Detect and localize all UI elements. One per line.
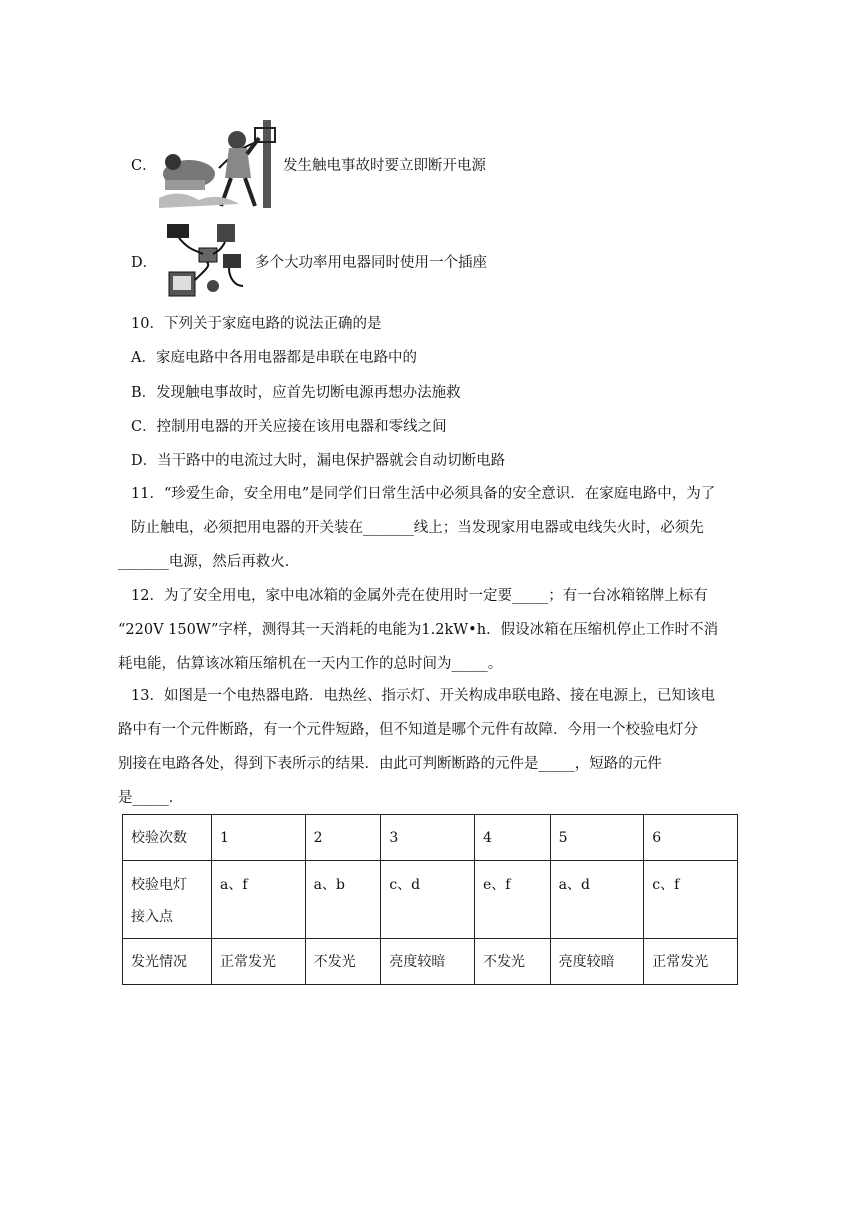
table-cell: 正常发光 [644, 939, 738, 985]
table-cell: 不发光 [474, 939, 550, 985]
table-cell: a、b [305, 861, 381, 939]
results-table [122, 814, 738, 985]
q10-option-d: D．当干路中的电流过大时，漏电保护器就会自动切断电路 [131, 453, 506, 469]
table-cell: 不发光 [305, 939, 381, 985]
q10-stem: 10．下列关于家庭电路的说法正确的是 [131, 316, 382, 332]
table-cell: c、f [644, 861, 738, 939]
table-cell: 2 [305, 815, 381, 861]
table-cell: a、d [550, 861, 644, 939]
table-header-line: 校验电灯 [131, 877, 187, 893]
option-c-row [131, 118, 486, 210]
option-c-text: 发生触电事故时要立即断开电源 [283, 157, 486, 174]
option-c-letter: C． [131, 157, 157, 174]
table-row [123, 815, 738, 861]
q13-line-2: 路中有一个元件断路，有一个元件短路，但不知道是哪个元件有故障．今用一个校验电灯分 [118, 722, 698, 738]
q12-line-3: 耗电能，估算该冰箱压缩机在一天内工作的总时间为_____。 [118, 656, 503, 672]
table-cell: 亮度较暗 [381, 939, 475, 985]
option-d-letter: D． [131, 254, 158, 271]
table-cell: a、f [212, 861, 306, 939]
q10-option-a: A．家庭电路中各用电器都是串联在电路中的 [131, 350, 417, 366]
q11-line-1: 11．“珍爱生命，安全用电”是同学们日常生活中必须具备的安全意识．在家庭电路中，为了 [131, 486, 716, 502]
table-header-cell: 校验次数 [123, 815, 212, 861]
table-header-cell [123, 861, 212, 939]
option-d-row [131, 220, 487, 302]
option-d-text: 多个大功率用电器同时使用一个插座 [255, 254, 487, 271]
q10-option-c: C．控制用电器的开关应接在该用电器和零线之间 [131, 419, 447, 435]
table-cell: 正常发光 [212, 939, 306, 985]
q13-line-1: 13．如图是一个电热器电路．电热丝、指示灯、开关构成串联电路、接在电源上，已知该电 [131, 688, 715, 704]
table-cell: 6 [644, 815, 738, 861]
q11-line-3: _______电源，然后再救火． [118, 554, 300, 570]
overloaded-socket-illustration-icon [159, 220, 255, 302]
table-cell: 4 [474, 815, 550, 861]
table-cell: c、d [381, 861, 475, 939]
table-row [123, 861, 738, 939]
q12-line-2: “220V 150W”字样，测得其一天消耗的电能为1.2kW•h．假设冰箱在压缩机停止工作时不消 [118, 622, 719, 638]
table-header-cell: 发光情况 [123, 939, 212, 985]
q12-line-1: 12．为了安全用电，家中电冰箱的金属外壳在使用时一定要_____；有一台冰箱铭牌上标有 [131, 588, 708, 604]
table-cell: e、f [474, 861, 550, 939]
table-header-line: 接入点 [131, 909, 173, 925]
q11-line-2: 防止触电，必须把用电器的开关装在_______线上；当发现家用电器或电线失火时，必须先 [131, 520, 704, 536]
table-cell: 3 [381, 815, 475, 861]
table-cell: 1 [212, 815, 306, 861]
q10-option-b: B．发现触电事故时，应首先切断电源再想办法施救 [131, 385, 461, 401]
q13-line-4: 是_____． [118, 790, 184, 806]
table-row [123, 939, 738, 985]
electrocution-rescue-illustration-icon [159, 118, 283, 210]
table-cell: 亮度较暗 [550, 939, 644, 985]
table-cell: 5 [550, 815, 644, 861]
q13-line-3: 别接在电路各处，得到下表所示的结果．由此可判断断路的元件是_____，短路的元件 [118, 756, 662, 772]
